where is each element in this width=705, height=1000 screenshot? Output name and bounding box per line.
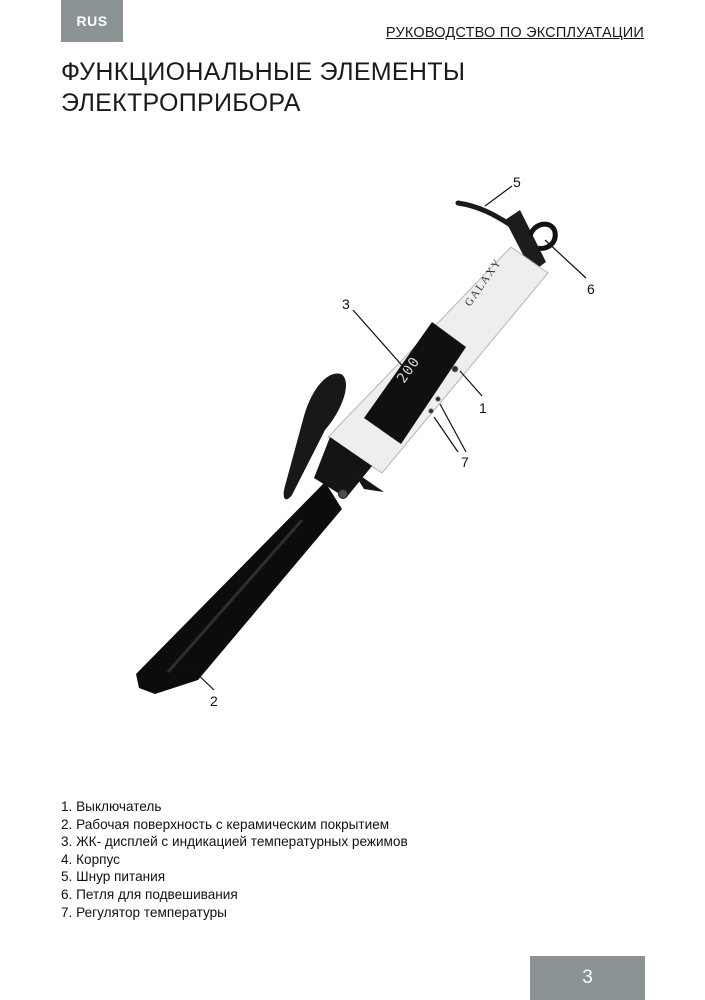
legend-item: 7. Регулятор температуры — [61, 904, 227, 920]
legend-item: 6. Петля для подвешивания — [61, 886, 238, 902]
hinge — [339, 490, 348, 499]
brand-logo: GALAXY — [462, 256, 505, 309]
curling-iron-illustration — [0, 150, 705, 730]
manual-title: РУКОВОДСТВО ПО ЭКСПЛУАТАЦИИ — [385, 25, 644, 41]
lcd-display: 200 — [394, 353, 424, 387]
callout-5: 5 — [513, 174, 521, 190]
temp-regulator-up — [436, 397, 441, 402]
barrel-highlight — [168, 520, 302, 672]
leader-7b — [434, 417, 458, 452]
language-tab: RUS — [61, 0, 123, 42]
parts-legend — [61, 798, 408, 921]
leader-1 — [460, 371, 482, 396]
legend-item: 4. Корпус — [61, 851, 120, 867]
power-switch — [452, 366, 458, 372]
callout-2: 2 — [210, 693, 218, 709]
legend-item: 3. ЖК- дисплей с индикацией температурных режимов — [61, 834, 408, 850]
legend-item: 5. Шнур питания — [61, 869, 166, 885]
page-title-line-1: ФУНКЦИОНАЛЬНЫЕ ЭЛЕМЕНТЫ — [61, 58, 466, 86]
ceramic-barrel — [136, 482, 342, 694]
legend-item: 2. Рабочая поверхность с керамическим покрытием — [61, 816, 390, 832]
callout-7: 7 — [461, 454, 469, 470]
leader-5 — [485, 186, 512, 206]
power-cord — [458, 203, 512, 226]
leader-3 — [353, 310, 406, 370]
callout-3: 3 — [342, 296, 350, 312]
page-title-line-2: ЭЛЕКТРОПРИБОРА — [61, 89, 301, 117]
page-number: 3 — [530, 956, 645, 1000]
page-title — [61, 57, 465, 119]
legend-item: 1. Выключатель — [61, 799, 162, 814]
callout-1: 1 — [479, 400, 487, 416]
callout-6: 6 — [587, 281, 595, 297]
leader-6 — [545, 240, 586, 278]
temp-regulator-down — [429, 409, 434, 414]
